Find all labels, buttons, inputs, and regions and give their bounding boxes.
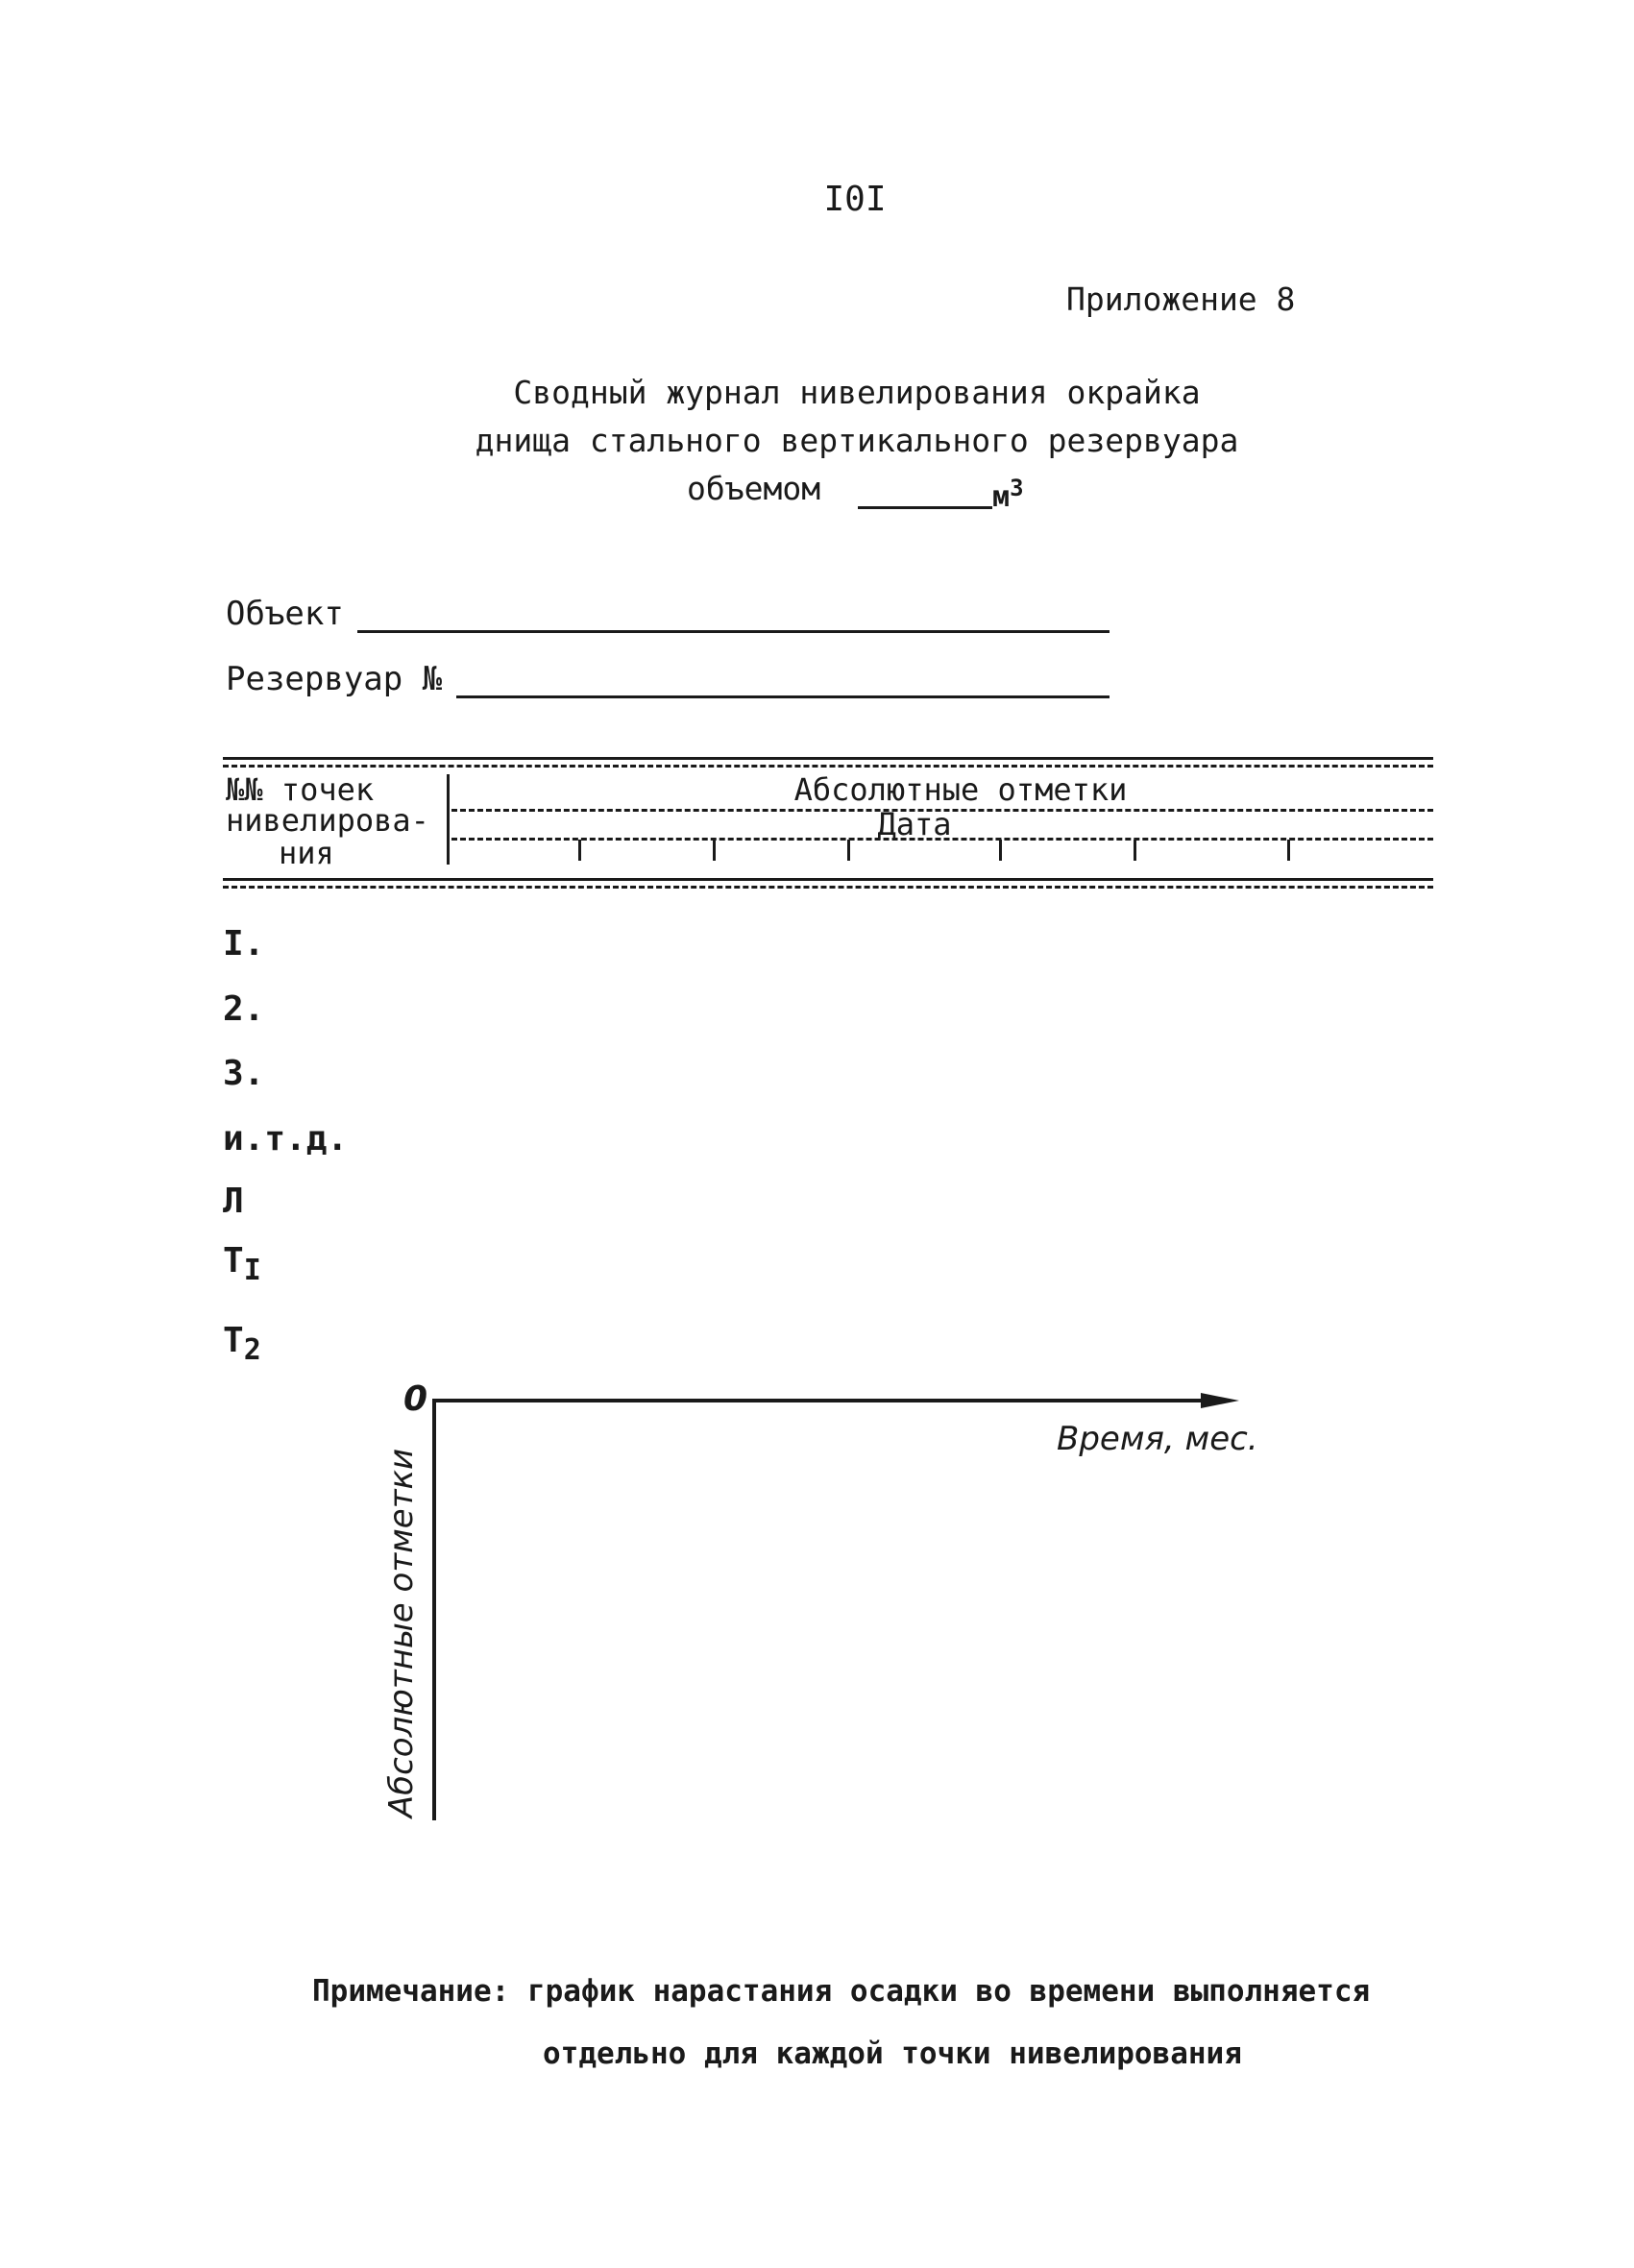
appendix-label: Приложение 8 [1066, 280, 1296, 318]
row-label: 3. [223, 1054, 265, 1093]
tank-label: Резервуар № [226, 660, 443, 698]
row-label: Л [223, 1182, 244, 1221]
y-axis-label: Абсолютные отметки [382, 1448, 421, 1818]
column-points-line-3: ния [279, 835, 334, 871]
title-line-1: Сводный журнал нивелирования окрайка [513, 374, 1201, 411]
note-line-1: Примечание: график нарастания осадки во времени выполняется [312, 1974, 1371, 2009]
header-absolute-marks: Абсолютные отметки [793, 771, 1128, 808]
x-axis-label: Время, мес. [1057, 1420, 1258, 1458]
page-number: I0I [823, 180, 887, 219]
header-date: Дата [877, 806, 952, 842]
row-label: 2. [223, 989, 265, 1029]
volume-unit: $м^3$ [992, 475, 1024, 514]
row-label-t1: $Т_I$ [223, 1241, 261, 1288]
column-points-line-2: нивелирова- [226, 802, 429, 839]
title-line-3-prefix: объемом [687, 470, 821, 507]
object-label: Объект [226, 595, 344, 633]
note-line-2: отдельно для каждой точки нивелирования [543, 2036, 1242, 2071]
row-label: и.т.д. [223, 1119, 349, 1158]
x-axis-arrow-icon [1201, 1393, 1239, 1408]
row-label-t2: $Т_2$ [223, 1321, 261, 1368]
graph-origin-label: 0 [403, 1379, 428, 1419]
row-label: I. [223, 924, 265, 963]
column-points-line-1: №№ точек [226, 771, 375, 808]
title-line-2: днища стального вертикального резервуара [475, 422, 1239, 459]
